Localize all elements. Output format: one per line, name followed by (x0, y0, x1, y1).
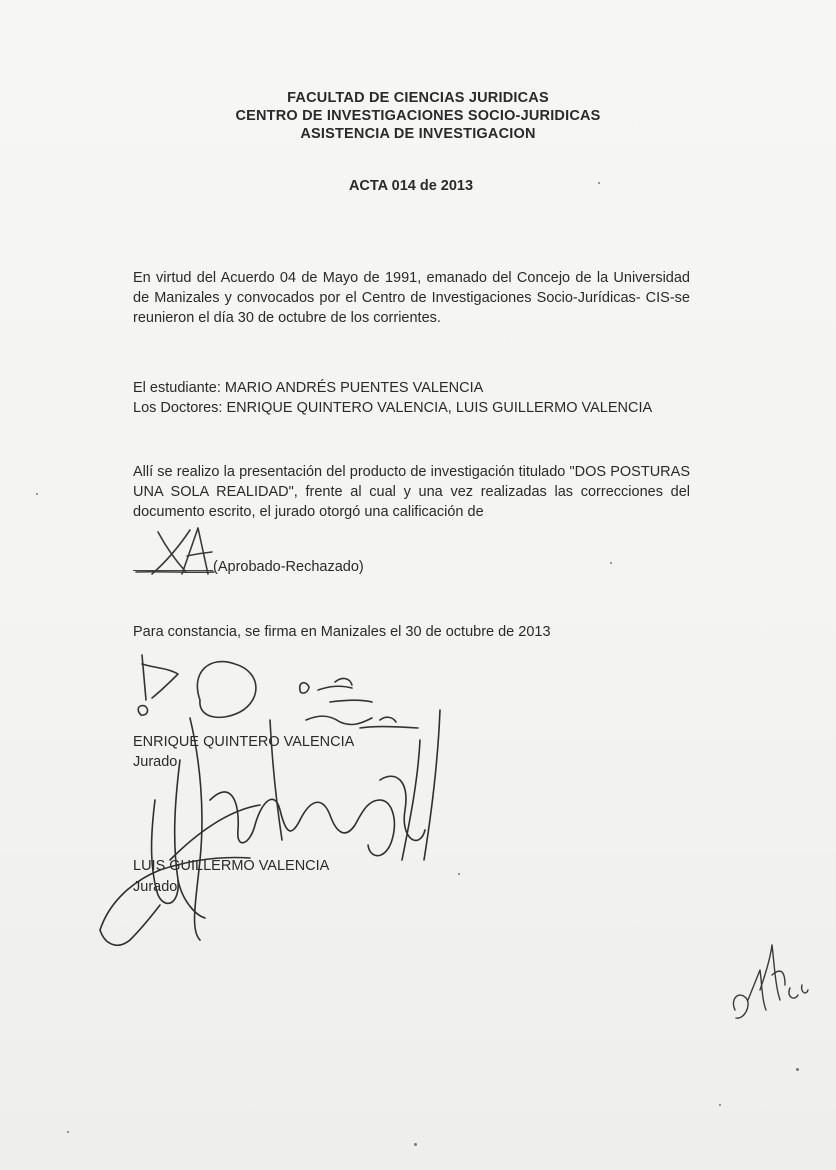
scan-speck (414, 1143, 417, 1146)
scan-speck (458, 873, 460, 875)
assistance-heading: ASISTENCIA DE INVESTIGACION (300, 126, 536, 142)
scan-speck (67, 1131, 69, 1133)
scan-speck (796, 1068, 799, 1071)
grade-blank (133, 556, 213, 571)
scan-speck (719, 1104, 721, 1106)
student-line: El estudiante: MARIO ANDRÉS PUENTES VALENCIA (133, 380, 484, 396)
signatory-name-1: ENRIQUE QUINTERO VALENCIA (133, 734, 355, 750)
acta-title: ACTA 014 de 2013 (348, 178, 474, 194)
center-heading: CENTRO DE INVESTIGACIONES SOCIO-JURIDICAS (235, 108, 601, 124)
grade-line (133, 556, 364, 575)
faculty-heading: FACULTAD DE CIENCIAS JURIDICAS (287, 90, 549, 106)
signatory-role-2: Jurado (133, 879, 178, 895)
presentation-paragraph: Allí se realizo la presentación del producto de investigación titulado "DOS POSTURAS UNA SOLA REALIDAD", frente al cual y una vez realizadas las correcciones del documento escrito, el jurado otorgó una calificación de (133, 464, 690, 520)
margin-approval-handwriting (733, 945, 808, 1018)
signatory-name-2: LUIS GUILLERMO VALENCIA (133, 858, 330, 874)
grade-options-label: (Aprobado-Rechazado) (213, 559, 364, 575)
constancia-line: Para constancia, se firma en Manizales el 30 de octubre de 2013 (133, 624, 551, 640)
scan-speck (598, 182, 600, 184)
doctors-line: Los Doctores: ENRIQUE QUINTERO VALENCIA, LUIS GUILLERMO VALENCIA (133, 400, 653, 416)
intro-paragraph: En virtud del Acuerdo 04 de Mayo de 1991, emanado del Concejo de la Universidad de Manizales y convocados por el Centro de Investigaciones Socio-Jurídicas- CIS-se reunieron el día 30 de octubre de los corrientes. (133, 270, 690, 326)
scan-speck (610, 562, 612, 564)
signatory-role-1: Jurado (133, 754, 178, 770)
scan-speck (36, 493, 38, 495)
